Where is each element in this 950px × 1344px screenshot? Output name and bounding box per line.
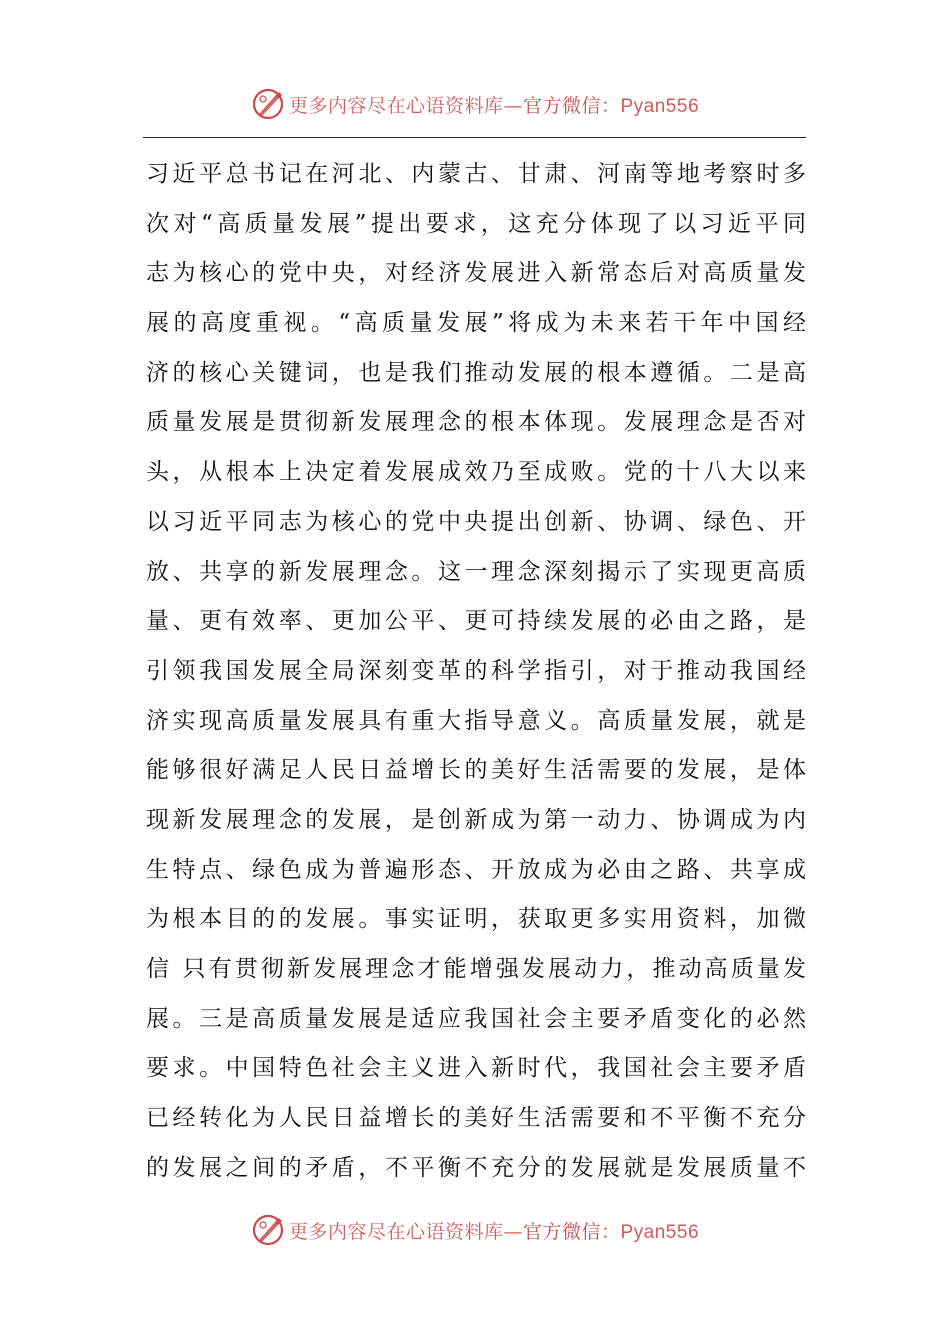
text-line: 质量发展是贯彻新发展理念的根本体现。发展理念是否对 <box>146 409 806 436</box>
banner-site-text: 更多内容尽在心语资料库— <box>288 1220 523 1243</box>
banner-site-text: 更多内容尽在心语资料库— <box>288 94 523 117</box>
banner-wechat-id: Pyan556 <box>620 95 700 117</box>
text-line: 展的高度重视。“高质量发展”将成为未来若干年中国经 <box>146 310 806 337</box>
text-line: 现新发展理念的发展，是创新成为第一动力、协调成为内 <box>146 806 806 833</box>
text-line: 要求。中国特色社会主义进入新时代，我国社会主要矛盾 <box>146 1055 806 1082</box>
text-line: 放、共享的新发展理念。这一理念深刻揭示了实现更高质 <box>146 558 806 585</box>
banner-wechat-label: 官方微信： <box>522 1220 621 1243</box>
banner-text <box>289 91 699 118</box>
banner-text <box>289 1217 699 1244</box>
text-line: 次对“高质量发展”提出要求，这充分体现了以习近平同 <box>146 210 806 237</box>
header-divider <box>143 137 806 138</box>
banner-wechat-id: Pyan556 <box>620 1221 700 1243</box>
pen-logo-icon <box>251 87 285 121</box>
document-body <box>146 150 806 1193</box>
text-line: 引领我国发展全局深刻变革的科学指引，对于推动我国经 <box>146 657 806 684</box>
banner-wechat-label: 官方微信： <box>522 94 621 117</box>
text-line: 头，从根本上决定着发展成效乃至成败。党的十八大以来 <box>146 459 806 486</box>
pen-logo-icon <box>251 1213 285 1247</box>
footer-banner <box>0 1210 950 1250</box>
text-line: 已经转化为人民日益增长的美好生活需要和不平衡不充分 <box>146 1105 806 1132</box>
text-line: 展。三是高质量发展是适应我国社会主要矛盾变化的必然 <box>146 1005 806 1032</box>
text-line: 量、更有效率、更加公平、更可持续发展的必由之路，是 <box>146 608 806 635</box>
text-line: 以习近平同志为核心的党中央提出创新、协调、绿色、开 <box>146 508 806 535</box>
text-line: 生特点、绿色成为普遍形态、开放成为必由之路、共享成 <box>146 856 806 883</box>
header-banner <box>0 84 950 124</box>
text-line: 为根本目的的发展。事实证明，获取更多实用资料，加微 <box>146 906 806 933</box>
text-line: 济的核心关键词，也是我们推动发展的根本遵循。二是高 <box>146 359 806 386</box>
text-line: 的发展之间的矛盾，不平衡不充分的发展就是发展质量不 <box>146 1154 806 1181</box>
text-line: 志为核心的党中央，对经济发展进入新常态后对高质量发 <box>146 260 806 287</box>
text-line: 能够很好满足人民日益增长的美好生活需要的发展，是体 <box>146 757 806 784</box>
text-line: 习近平总书记在河北、内蒙古、甘肃、河南等地考察时多 <box>146 161 806 187</box>
text-line: 济实现高质量发展具有重大指导意义。高质量发展，就是 <box>146 707 806 734</box>
text-line: 信 只有贯彻新发展理念才能增强发展动力，推动高质量发 <box>146 956 806 982</box>
